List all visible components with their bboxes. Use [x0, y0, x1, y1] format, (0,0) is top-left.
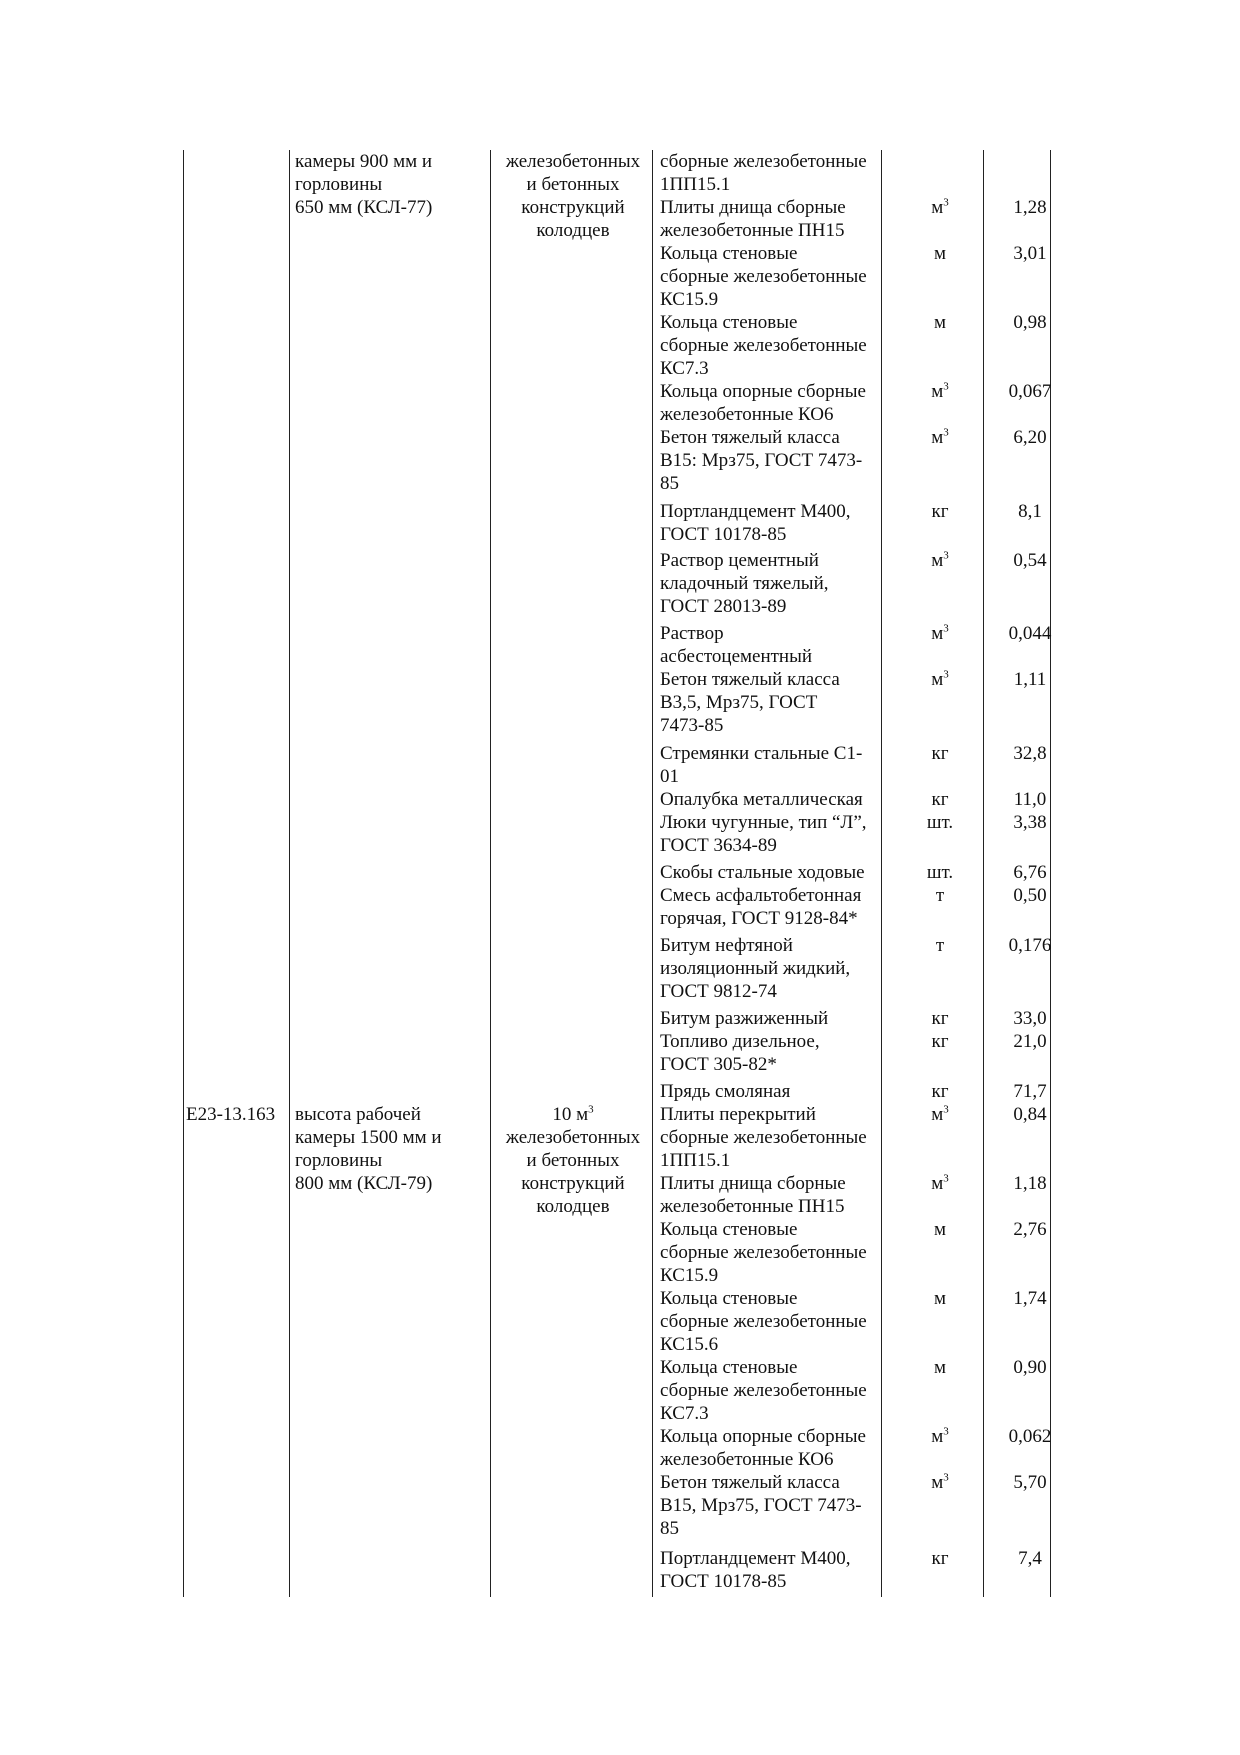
material-name-text: кладочный тяжелый,	[660, 573, 829, 594]
material-quantity-text: 71,7	[1013, 1081, 1047, 1102]
material-quantity-text: 2,76	[1013, 1219, 1047, 1240]
material-unit	[895, 934, 985, 957]
material-quantity-text: 0,98	[1013, 312, 1047, 333]
material-name-text: 85	[660, 1518, 679, 1539]
material-name	[660, 472, 679, 495]
material-name	[660, 907, 858, 930]
material-name-text: сборные железобетонные	[660, 1242, 867, 1263]
work-description	[295, 1149, 382, 1172]
material-unit-text: кг	[931, 1081, 949, 1102]
material-name	[660, 380, 866, 403]
material-unit-superscript: 3	[943, 549, 949, 562]
material-unit-superscript: 3	[943, 1103, 949, 1116]
material-unit-text: кг	[931, 789, 949, 810]
material-name	[660, 500, 850, 523]
material-name	[660, 668, 840, 691]
material-unit	[895, 1103, 985, 1126]
material-unit	[895, 1007, 985, 1030]
meter-unit	[497, 150, 649, 173]
material-name-text: КС15.6	[660, 1334, 719, 1355]
material-unit-text: м	[931, 623, 944, 644]
material-unit-text: м	[931, 550, 944, 571]
material-name	[660, 1402, 709, 1425]
material-unit-text: м	[931, 1472, 944, 1493]
material-unit	[895, 500, 985, 523]
material-quantity-text: 0,062	[1008, 1426, 1052, 1447]
material-name-text: 01	[660, 766, 679, 787]
material-quantity-text: 0,067	[1008, 381, 1052, 402]
material-quantity-text: 21,0	[1013, 1031, 1047, 1052]
material-unit-text: шт.	[926, 862, 954, 883]
material-name	[660, 811, 867, 834]
material-quantity	[995, 1080, 1065, 1103]
material-quantity	[995, 1356, 1065, 1379]
work-description	[295, 1103, 421, 1126]
material-name	[660, 1287, 797, 1310]
material-name-text: 85	[660, 473, 679, 494]
material-name-text: сборные железобетонные	[660, 1127, 867, 1148]
material-name	[660, 1030, 820, 1053]
material-name-text: Скобы стальные ходовые	[660, 862, 865, 883]
material-unit-text: м	[931, 381, 944, 402]
material-name	[660, 1053, 777, 1076]
material-unit	[895, 811, 985, 834]
material-name-text: КС7.3	[660, 1403, 709, 1424]
material-name	[660, 334, 867, 357]
work-description	[295, 196, 432, 219]
material-quantity-text: 5,70	[1013, 1472, 1047, 1493]
material-unit-superscript: 3	[943, 426, 949, 439]
material-name-text: Бетон тяжелый класса	[660, 427, 840, 448]
material-name	[660, 788, 863, 811]
material-quantity	[995, 861, 1065, 884]
material-name	[660, 1080, 790, 1103]
material-name-text: Смесь асфальтобетонная	[660, 885, 862, 906]
work-description-text: горловины	[295, 174, 383, 195]
material-quantity-text: 3,38	[1013, 812, 1047, 833]
material-quantity-text: 1,11	[1013, 669, 1047, 690]
material-unit-text: м	[931, 427, 944, 448]
material-name-text: Люки чугунные, тип “Л”,	[660, 812, 867, 833]
material-unit-text: т	[935, 885, 945, 906]
material-unit-text: шт.	[926, 812, 954, 833]
material-name-text: железобетонные ПН15	[660, 1196, 845, 1217]
meter-unit-text: и бетонных	[526, 174, 620, 195]
material-name	[660, 426, 840, 449]
work-description-text: 800 мм (КСЛ-79)	[295, 1173, 433, 1194]
material-unit	[895, 196, 985, 219]
material-name	[660, 834, 777, 857]
material-name-text: сборные железобетонные	[660, 1380, 867, 1401]
material-name-text: Битум разжиженный	[660, 1008, 829, 1029]
meter-unit-text: колодцев	[536, 1196, 610, 1217]
material-quantity	[995, 811, 1065, 834]
material-name	[660, 884, 861, 907]
material-unit-text: м	[933, 312, 947, 333]
material-unit	[895, 311, 985, 334]
material-name	[660, 1379, 867, 1402]
column-border	[183, 150, 184, 1597]
material-name	[660, 1149, 730, 1172]
material-name	[660, 1172, 846, 1195]
material-name-text: ГОСТ 3634-89	[660, 835, 777, 856]
material-name	[660, 980, 777, 1003]
material-name	[660, 1356, 797, 1379]
material-name-text: ГОСТ 305-82*	[660, 1054, 777, 1075]
material-name-text: КС15.9	[660, 289, 719, 310]
material-quantity	[995, 742, 1065, 765]
material-unit-text: кг	[931, 501, 949, 522]
material-quantity-text: 0,90	[1013, 1357, 1047, 1378]
material-name-text: ГОСТ 28013-89	[660, 596, 787, 617]
material-quantity-text: 0,044	[1008, 623, 1052, 644]
meter-unit-text: колодцев	[536, 220, 610, 241]
material-name	[660, 265, 867, 288]
material-name-text: ГОСТ 10178-85	[660, 524, 787, 545]
material-name	[660, 1241, 867, 1264]
material-name-text: Бетон тяжелый класса	[660, 669, 840, 690]
material-name	[660, 173, 730, 196]
material-unit	[895, 668, 985, 691]
norm-code	[186, 1103, 275, 1126]
material-name-text: Кольца опорные сборные	[660, 1426, 866, 1447]
material-quantity-text: 11,0	[1013, 789, 1047, 810]
column-border	[881, 150, 882, 1597]
material-name-text: изоляционный жидкий,	[660, 958, 851, 979]
meter-unit-text: конструкций	[521, 197, 625, 218]
material-unit-text: кг	[931, 1008, 949, 1029]
material-name	[660, 288, 718, 311]
material-quantity	[995, 884, 1065, 907]
material-name-text: асбестоцементный	[660, 646, 813, 667]
material-quantity-text: 1,18	[1013, 1173, 1047, 1194]
material-name-text: КС15.9	[660, 1265, 719, 1286]
material-unit-superscript: 3	[943, 1471, 949, 1484]
material-name	[660, 645, 812, 668]
material-name-text: Кольца стеновые	[660, 312, 798, 333]
material-quantity-text: 1,28	[1013, 197, 1047, 218]
material-name	[660, 403, 833, 426]
material-quantity	[995, 622, 1065, 645]
material-name-text: железобетонные ПН15	[660, 220, 845, 241]
material-name-text: В3,5, Мрз75, ГОСТ	[660, 692, 818, 713]
material-unit-text: м	[931, 669, 944, 690]
material-quantity	[995, 934, 1065, 957]
material-quantity	[995, 380, 1065, 403]
material-unit	[895, 1425, 985, 1448]
material-quantity	[995, 1007, 1065, 1030]
material-unit-superscript: 3	[943, 622, 949, 635]
material-unit	[895, 622, 985, 645]
material-unit-text: м	[931, 1173, 944, 1194]
work-description	[295, 1172, 432, 1195]
material-unit	[895, 242, 985, 265]
material-quantity-text: 0,50	[1013, 885, 1047, 906]
material-quantity	[995, 500, 1065, 523]
column-border	[490, 150, 491, 1597]
material-name-text: КС7.3	[660, 358, 709, 379]
material-quantity	[995, 426, 1065, 449]
material-quantity	[995, 242, 1065, 265]
material-name	[660, 742, 862, 765]
material-name	[660, 1264, 718, 1287]
material-quantity	[995, 549, 1065, 572]
material-name	[660, 311, 797, 334]
material-quantity	[995, 1547, 1065, 1570]
material-unit-superscript: 3	[943, 196, 949, 209]
meter-unit-text: и бетонных	[526, 1150, 620, 1171]
work-description-text: камеры 900 мм и	[295, 151, 433, 172]
material-name-text: Раствор цементный	[660, 550, 819, 571]
material-name	[660, 357, 709, 380]
material-unit	[895, 788, 985, 811]
material-name-text: В15: Мрз75, ГОСТ 7473-	[660, 450, 863, 471]
material-name	[660, 150, 867, 173]
material-name-text: Кольца стеновые	[660, 1357, 798, 1378]
meter-unit-text: железобетонных	[505, 1127, 641, 1148]
material-name-text: Кольца стеновые	[660, 1219, 798, 1240]
material-name-text: Топливо дизельное,	[660, 1031, 820, 1052]
material-name	[660, 1310, 867, 1333]
material-unit	[895, 861, 985, 884]
material-unit	[895, 1287, 985, 1310]
material-name	[660, 1103, 816, 1126]
material-name-text: Раствор	[660, 623, 724, 644]
material-unit	[895, 1471, 985, 1494]
material-name-text: горячая, ГОСТ 9128-84*	[660, 908, 858, 929]
material-unit	[895, 1547, 985, 1570]
material-name-text: Битум нефтяной	[660, 935, 793, 956]
material-unit-superscript: 3	[943, 380, 949, 393]
material-name	[660, 1218, 797, 1241]
material-unit-text: кг	[931, 1548, 949, 1569]
work-description	[295, 150, 432, 173]
material-name-text: сборные железобетонные	[660, 1311, 867, 1332]
material-quantity	[995, 1030, 1065, 1053]
material-name-text: Прядь смоляная	[660, 1081, 791, 1102]
material-name-text: 1ПП15.1	[660, 1150, 731, 1171]
material-unit-text: м	[933, 1288, 947, 1309]
material-name	[660, 1517, 679, 1540]
material-unit	[895, 380, 985, 403]
material-name-text: Портландцемент М400,	[660, 501, 851, 522]
material-name-text: Портландцемент М400,	[660, 1548, 851, 1569]
material-unit-text: кг	[931, 1031, 949, 1052]
material-quantity	[995, 1172, 1065, 1195]
material-quantity-text: 0,84	[1013, 1104, 1047, 1125]
material-name-text: 7473-85	[660, 715, 724, 736]
material-name-text: Опалубка металлическая	[660, 789, 863, 810]
material-quantity-text: 3,01	[1013, 243, 1047, 264]
material-quantity-text: 1,74	[1013, 1288, 1047, 1309]
material-name	[660, 765, 679, 788]
material-name-text: сборные железобетонные	[660, 266, 867, 287]
meter-unit	[497, 1126, 649, 1149]
material-quantity	[995, 788, 1065, 811]
work-description-text: 650 мм (КСЛ-77)	[295, 197, 433, 218]
material-unit	[895, 549, 985, 572]
material-name-text: В15, Мрз75, ГОСТ 7473-	[660, 1495, 862, 1516]
material-unit-text: кг	[931, 743, 949, 764]
material-name	[660, 242, 797, 265]
material-name-text: 1ПП15.1	[660, 174, 731, 195]
material-name	[660, 1448, 833, 1471]
material-name	[660, 691, 817, 714]
material-unit-superscript: 3	[943, 1172, 949, 1185]
material-name-text: железобетонные КО6	[660, 1449, 834, 1470]
material-quantity-text: 7,4	[1018, 1548, 1042, 1569]
material-unit-text: т	[935, 935, 945, 956]
material-name	[660, 1007, 828, 1030]
material-name-text: Кольца стеновые	[660, 1288, 798, 1309]
material-unit-text: м	[931, 1426, 944, 1447]
material-quantity	[995, 311, 1065, 334]
material-quantity-text: 0,54	[1013, 550, 1047, 571]
meter-unit	[497, 173, 649, 196]
material-name-text: ГОСТ 9812-74	[660, 981, 777, 1002]
material-name	[660, 1494, 862, 1517]
material-name	[660, 1425, 866, 1448]
material-quantity-text: 32,8	[1013, 743, 1047, 764]
material-name	[660, 714, 723, 737]
material-name	[660, 622, 724, 645]
material-name	[660, 934, 793, 957]
material-quantity	[995, 1425, 1065, 1448]
column-border	[652, 150, 653, 1597]
material-name-text: сборные железобетонные	[660, 151, 867, 172]
material-unit	[895, 1218, 985, 1241]
material-unit-superscript: 3	[943, 668, 949, 681]
material-quantity-text: 0,176	[1008, 935, 1052, 956]
meter-unit	[497, 1195, 649, 1218]
material-unit-text: м	[931, 1104, 944, 1125]
material-name-text: ГОСТ 10178-85	[660, 1571, 787, 1592]
material-name	[660, 957, 850, 980]
meter-unit-superscript: 3	[588, 1103, 594, 1116]
material-quantity-text: 6,20	[1013, 427, 1047, 448]
material-unit	[895, 426, 985, 449]
material-quantity	[995, 1218, 1065, 1241]
material-name	[660, 572, 829, 595]
material-name	[660, 1570, 786, 1593]
meter-unit	[497, 1103, 649, 1126]
meter-unit-text: конструкций	[521, 1173, 625, 1194]
material-name-text: сборные железобетонные	[660, 335, 867, 356]
material-name	[660, 549, 819, 572]
material-quantity-text: 33,0	[1013, 1008, 1047, 1029]
material-name	[660, 861, 865, 884]
work-description-text: высота рабочей	[295, 1104, 421, 1125]
material-unit-text: м	[933, 1219, 947, 1240]
material-quantity	[995, 1103, 1065, 1126]
material-name	[660, 1333, 718, 1356]
meter-unit-text: железобетонных	[505, 151, 641, 172]
material-name-text: Стремянки стальные С1-	[660, 743, 863, 764]
material-name-text: Кольца стеновые	[660, 243, 798, 264]
material-name-text: Бетон тяжелый класса	[660, 1472, 840, 1493]
meter-unit-text: 10 м	[552, 1104, 589, 1125]
material-quantity-text: 8,1	[1018, 501, 1042, 522]
material-quantity	[995, 196, 1065, 219]
norm-code-text: Е23-13.163	[186, 1104, 276, 1125]
material-unit-text: м	[933, 1357, 947, 1378]
material-name-text: Плиты днища сборные	[660, 197, 846, 218]
material-name-text: Плиты днища сборные	[660, 1173, 846, 1194]
material-name	[660, 1195, 844, 1218]
material-unit-text: м	[933, 243, 947, 264]
work-description	[295, 173, 382, 196]
material-unit	[895, 1172, 985, 1195]
material-name	[660, 1126, 867, 1149]
material-name	[660, 219, 844, 242]
material-unit	[895, 1356, 985, 1379]
material-name-text: Плиты перекрытий	[660, 1104, 816, 1125]
material-quantity-text: 6,76	[1013, 862, 1047, 883]
material-quantity	[995, 1471, 1065, 1494]
meter-unit	[497, 196, 649, 219]
material-unit-text: м	[931, 197, 944, 218]
material-unit	[895, 884, 985, 907]
material-unit	[895, 1030, 985, 1053]
material-quantity	[995, 668, 1065, 691]
column-border	[289, 150, 290, 1597]
material-quantity	[995, 1287, 1065, 1310]
material-name	[660, 1547, 850, 1570]
meter-unit	[497, 1149, 649, 1172]
material-name	[660, 196, 846, 219]
work-description-text: камеры 1500 мм и	[295, 1127, 442, 1148]
material-unit-superscript: 3	[943, 1425, 949, 1438]
work-description-text: горловины	[295, 1150, 383, 1171]
material-unit	[895, 1080, 985, 1103]
material-name	[660, 523, 786, 546]
material-unit	[895, 742, 985, 765]
meter-unit	[497, 219, 649, 242]
material-name-text: Кольца опорные сборные	[660, 381, 866, 402]
material-name-text: железобетонные КО6	[660, 404, 834, 425]
meter-unit	[497, 1172, 649, 1195]
work-description	[295, 1126, 442, 1149]
material-name	[660, 449, 862, 472]
material-name	[660, 1471, 840, 1494]
material-name	[660, 595, 786, 618]
